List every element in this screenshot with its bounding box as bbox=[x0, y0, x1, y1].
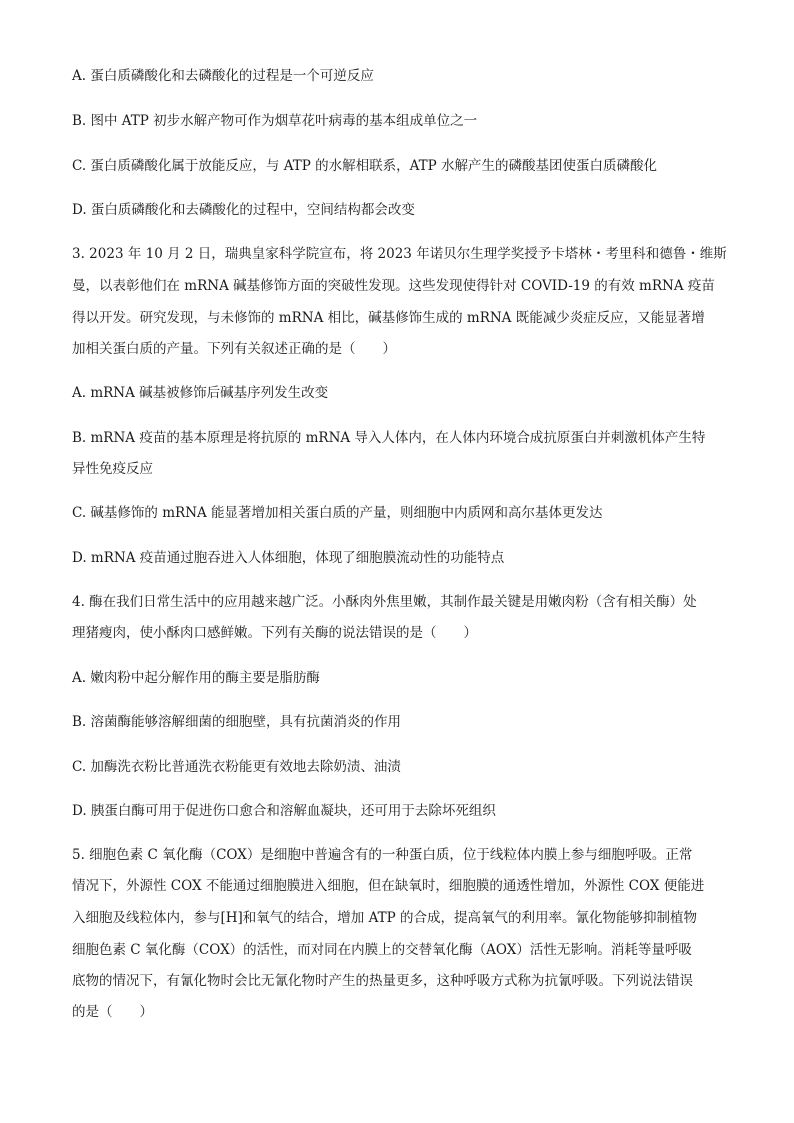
q3-option-b-line-1: B. mRNA 疫苗的基本原理是将抗原的 mRNA 导入人体内，在人体内环境合成抗原蛋白并刺激机体产生特 bbox=[72, 430, 706, 446]
q5-stem-line-1: 5. 细胞色素 C 氧化酶（COX）是细胞中普遍含有的一种蛋白质，位于线粒体内膜上参与细胞呼吸。正常 bbox=[72, 847, 693, 863]
q5-stem-line-6: 的是（ ） bbox=[72, 1004, 153, 1020]
q3-option-b-line-2: 异性免疫反应 bbox=[72, 461, 153, 477]
q4-option-b: B. 溶菌酶能够溶解细菌的细胞壁，具有抗菌消炎的作用 bbox=[72, 714, 402, 730]
prev-question-option-d: D. 蛋白质磷酸化和去磷酸化的过程中，空间结构都会改变 bbox=[72, 202, 415, 218]
q4-option-a: A. 嫩肉粉中起分解作用的酶主要是脂肪酶 bbox=[72, 670, 320, 686]
q4-option-c: C. 加酶洗衣粉比普通洗衣粉能更有效地去除奶渍、油渍 bbox=[72, 759, 401, 775]
q3-option-c: C. 碱基修饰的 mRNA 能显著增加相关蛋白质的产量，则细胞中内质网和高尔基体更发达 bbox=[72, 505, 603, 521]
q4-stem-line-2: 理猪瘦肉，使小酥肉口感鲜嫩。下列有关酶的说法错误的是（ ） bbox=[72, 625, 477, 641]
q5-stem-line-4: 细胞色素 C 氧化酶（COX）的活性，而对同在内膜上的交替氧化酶（AOX）活性无影响。消耗等量呼吸 bbox=[72, 942, 692, 958]
q3-stem-line-4: 加相关蛋白质的产量。下列有关叙述正确的是（ ） bbox=[72, 341, 396, 357]
q5-stem-line-3: 入细胞及线粒体内，参与[H]和氧气的结合，增加 ATP 的合成，提高氧气的利用率。氰化物能够抑制植物 bbox=[72, 910, 697, 926]
q5-stem-line-5: 底物的情况下，有氰化物时会比无氰化物时产生的热量更多，这种呼吸方式称为抗氰呼吸。下列说法错误 bbox=[72, 973, 693, 989]
prev-question-option-c: C. 蛋白质磷酸化属于放能反应，与 ATP 的水解相联系，ATP 水解产生的磷酸基团使蛋白质磷酸化 bbox=[72, 158, 658, 174]
q3-stem-line-1: 3. 2023 年 10 月 2 日，瑞典皇家科学院宣布，将 2023 年诺贝尔生理学奖授予卡塔林・考里科和德鲁・维斯 bbox=[72, 246, 727, 262]
q5-stem-line-2: 情况下，外源性 COX 不能通过细胞膜进入细胞，但在缺氧时，细胞膜的通透性增加，外源性 COX 便能进 bbox=[72, 878, 705, 894]
q3-option-a: A. mRNA 碱基被修饰后碱基序列发生改变 bbox=[72, 385, 329, 401]
q3-stem-line-2: 曼，以表彰他们在 mRNA 碱基修饰方面的突破性发现。这些发现使得针对 COVID-19 的有效 mRNA 疫苗 bbox=[72, 278, 715, 294]
q4-option-d: D. 胰蛋白酶可用于促进伤口愈合和溶解血凝块，还可用于去除坏死组织 bbox=[72, 803, 496, 819]
prev-question-option-b: B. 图中 ATP 初步水解产物可作为烟草花叶病毒的基本组成单位之一 bbox=[72, 113, 478, 129]
q4-stem-line-1: 4. 酶在我们日常生活中的应用越来越广泛。小酥肉外焦里嫩，其制作最关键是用嫩肉粉（含有相关酶）处 bbox=[72, 594, 697, 610]
prev-question-option-a: A. 蛋白质磷酸化和去磷酸化的过程是一个可逆反应 bbox=[72, 68, 374, 84]
q3-option-d: D. mRNA 疫苗通过胞吞进入人体细胞，体现了细胞膜流动性的功能特点 bbox=[72, 550, 505, 566]
q3-stem-line-3: 得以开发。研究发现，与未修饰的 mRNA 相比，碱基修饰生成的 mRNA 既能减少炎症反应，又能显著增 bbox=[72, 310, 705, 326]
